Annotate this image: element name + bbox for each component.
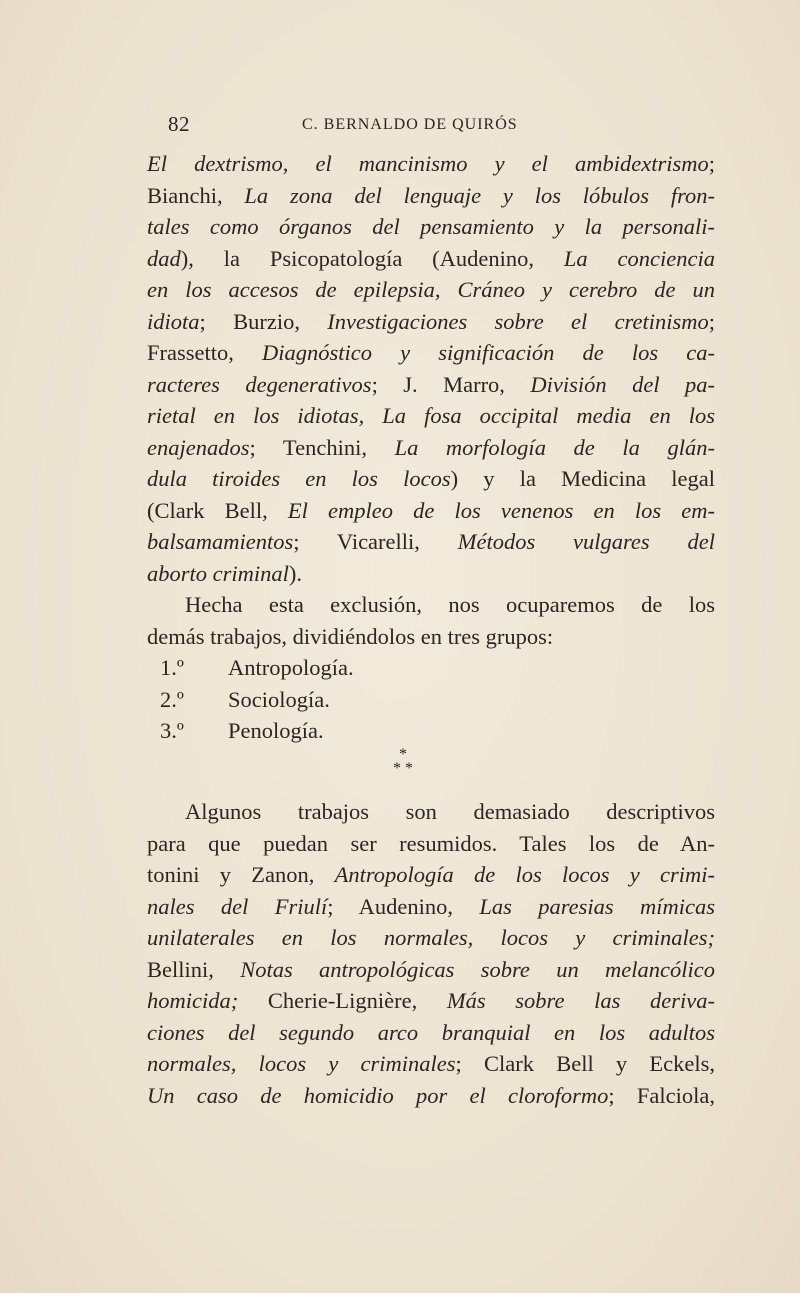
text-line bbox=[147, 432, 715, 464]
text-run: ; bbox=[708, 151, 715, 176]
text-line bbox=[147, 891, 715, 923]
italic-title: racteres degenerativos bbox=[147, 371, 372, 397]
text-line bbox=[147, 828, 715, 860]
italic-title: en los accesos de epilepsia, Cráneo y cerebro de un bbox=[147, 277, 715, 302]
text-run: ; Clark Bell y Eckels, bbox=[455, 1051, 715, 1076]
text-line bbox=[147, 400, 715, 432]
italic-title: idiota bbox=[147, 308, 200, 334]
italic-title: Las paresias mímicas bbox=[479, 893, 715, 919]
text-run: Bellini, bbox=[147, 956, 241, 982]
text-line bbox=[147, 211, 715, 243]
italic-title: tales como órganos del pensamiento y la personali- bbox=[147, 214, 715, 239]
text-line bbox=[147, 274, 715, 306]
italic-title: enajenados bbox=[147, 434, 250, 460]
italic-title: dula tiroides en los locos bbox=[147, 466, 451, 491]
italic-title: Métodos vulgares del bbox=[457, 529, 715, 554]
italic-title: aborto criminal bbox=[147, 560, 289, 586]
text-run: ; Tenchini, bbox=[249, 434, 395, 460]
text-line bbox=[147, 796, 715, 828]
text-line bbox=[147, 369, 715, 401]
text-line bbox=[147, 495, 715, 527]
text-line bbox=[147, 954, 715, 986]
text-line bbox=[147, 1080, 715, 1112]
asterism-separator bbox=[378, 748, 428, 776]
text-run: demás trabajos, dividiéndolos en tres grupos: bbox=[147, 623, 554, 649]
text-run: ; Falciola, bbox=[608, 1082, 715, 1108]
text-line bbox=[147, 558, 715, 590]
italic-title: Más sobre las deriva- bbox=[446, 988, 715, 1013]
italic-title: La morfología de la glán- bbox=[394, 434, 715, 460]
text-line bbox=[147, 922, 715, 954]
italic-title: Notas antropológicas sobre un melancólico bbox=[240, 956, 715, 982]
italic-title: División del pa- bbox=[530, 371, 716, 397]
list-number: 1.º bbox=[160, 655, 184, 680]
text-line bbox=[147, 180, 715, 212]
list-item bbox=[147, 652, 715, 684]
text-line bbox=[147, 243, 715, 275]
italic-title: El dextrismo, el mancinismo y el ambidextrismo bbox=[147, 151, 709, 176]
text-run: ; J. Marro, bbox=[371, 371, 531, 397]
paragraph-2 bbox=[147, 796, 715, 1111]
italic-title: balsamamientos bbox=[147, 529, 294, 554]
asterism-top: * bbox=[399, 746, 407, 763]
list-label: Sociología. bbox=[228, 686, 330, 712]
text-line bbox=[147, 526, 715, 558]
list-number: 2.º bbox=[160, 686, 184, 712]
italic-title: unilaterales en los normales, locos y criminales; bbox=[147, 925, 715, 950]
text-run: Algunos trabajos son demasiado descriptivos bbox=[185, 799, 715, 824]
italic-title: Investigaciones sobre el cretinismo bbox=[327, 308, 709, 334]
italic-title: ciones del segundo arco branquial en los adultos bbox=[147, 1019, 715, 1045]
text-run: Hecha esta exclusión, nos ocuparemos de los bbox=[185, 592, 715, 617]
text-line bbox=[147, 589, 715, 621]
list-label: Penología. bbox=[228, 718, 324, 743]
italic-title: La conciencia bbox=[563, 245, 715, 271]
text-run: Frassetto, bbox=[147, 340, 262, 365]
text-line bbox=[147, 985, 715, 1017]
text-run: Cherie-Lignière, bbox=[238, 988, 447, 1013]
italic-title: normales, locos y criminales bbox=[147, 1051, 456, 1076]
text-line bbox=[147, 463, 715, 495]
text-line bbox=[147, 621, 715, 653]
italic-title: Un caso de homicidio por el cloroformo bbox=[147, 1082, 609, 1108]
italic-title: La zona del lenguaje y los lóbulos fron- bbox=[244, 182, 715, 208]
text-run: tonini y Zanon, bbox=[147, 862, 335, 887]
list-number: 3.º bbox=[160, 718, 184, 743]
italic-title: nales del Friulí bbox=[147, 893, 328, 919]
asterism-bottom: * * bbox=[393, 760, 413, 777]
running-title: C. BERNALDO DE QUIRÓS bbox=[302, 116, 518, 133]
italic-title: dad bbox=[147, 245, 181, 271]
text-run: ; Vicarelli, bbox=[293, 529, 458, 554]
italic-title: homicida; bbox=[147, 988, 239, 1013]
page-number: 82 bbox=[168, 112, 190, 136]
list-item bbox=[147, 684, 715, 716]
paragraph-1 bbox=[147, 148, 715, 747]
text-run: ; bbox=[708, 308, 715, 334]
text-run: ) y la Medicina legal bbox=[450, 466, 715, 491]
text-run: (Clark Bell, bbox=[147, 497, 288, 523]
list-label: Antropología. bbox=[228, 655, 354, 680]
text-line bbox=[147, 337, 715, 369]
text-run: ; Audenino, bbox=[327, 893, 480, 919]
text-run: ), la Psicopatología (Audenino, bbox=[180, 245, 564, 271]
text-line bbox=[147, 859, 715, 891]
text-run: ; Burzio, bbox=[199, 308, 328, 334]
text-run: ). bbox=[288, 560, 303, 586]
text-line bbox=[147, 148, 715, 180]
text-run: Bianchi, bbox=[147, 182, 245, 208]
italic-title: rietal en los idiotas, La fosa occipital media en los bbox=[147, 403, 715, 428]
text-line bbox=[147, 306, 715, 338]
list-item bbox=[147, 715, 715, 747]
text-line bbox=[147, 1017, 715, 1049]
italic-title: Diagnóstico y significación de los ca- bbox=[261, 340, 715, 365]
text-line bbox=[147, 1048, 715, 1080]
italic-title: Antropología de los locos y crimi- bbox=[334, 862, 715, 887]
text-run: para que puedan ser resumidos. Tales los de An- bbox=[147, 830, 715, 856]
italic-title: El empleo de los venenos en los em- bbox=[287, 497, 716, 523]
